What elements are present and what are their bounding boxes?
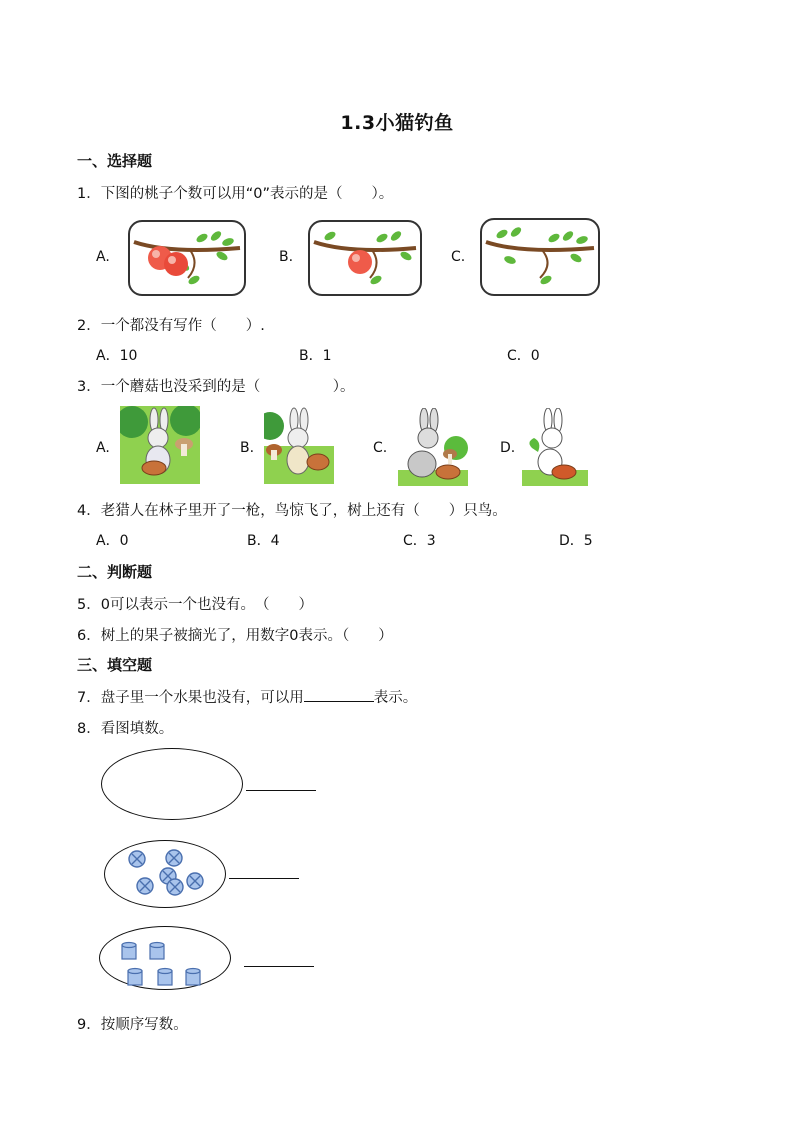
mushroom-icon — [443, 449, 457, 464]
q3-option-b-image — [264, 406, 334, 484]
q4-option-c: C．3 — [403, 533, 436, 549]
section-heading-fill-blank: 三、填空题 — [77, 656, 153, 674]
empty-oval — [101, 748, 243, 820]
cylinder-icon — [158, 969, 172, 986]
question-5: 5．0可以表示一个也没有。 （ ） — [77, 597, 313, 613]
q3-option-a-image — [120, 406, 200, 484]
answer-blank[interactable] — [244, 966, 314, 967]
question-1: 1．下图的桃子个数可以用“0”表示的是（ ）。 — [77, 186, 394, 202]
peach-branch-icon — [482, 220, 598, 294]
question-7-text-before: 7．盘子里一个水果也没有，可以用 — [77, 690, 304, 706]
question-8: 8．看图填数。 — [77, 721, 174, 737]
crossed-circle-icon — [166, 850, 182, 866]
cylinder-icon — [122, 943, 136, 960]
q1-option-a-image — [128, 220, 246, 296]
basket-icon — [436, 465, 460, 479]
page-title: 1.3小猫钓鱼 — [340, 112, 454, 134]
q4-option-b: B．4 — [247, 533, 280, 549]
basket-icon — [142, 461, 166, 475]
mushroom-icon — [175, 438, 193, 456]
basket-icon — [307, 454, 329, 470]
question-7-text-after: 表示。 — [373, 690, 418, 706]
q1-option-b-label: B. — [279, 249, 294, 265]
rabbit-icon — [264, 406, 334, 484]
rabbit-icon — [120, 406, 200, 484]
peach-icon — [164, 252, 188, 276]
q1-option-a-label: A. — [96, 249, 110, 265]
peach-branch-icon — [130, 222, 244, 294]
crossed-circle-icon — [167, 879, 183, 895]
answer-blank[interactable] — [304, 687, 374, 702]
crossed-circle-icon — [129, 851, 145, 867]
q2-option-a: A．10 — [96, 348, 138, 364]
question-3: 3．一个蘑菇也没采到的是（ ）。 — [77, 379, 355, 395]
q2-option-c: C．0 — [507, 348, 540, 364]
q2-option-b: B．1 — [299, 348, 332, 364]
q3-option-b-label: B. — [240, 440, 255, 456]
oval-with-circles — [104, 840, 226, 908]
question-2: 2．一个都没有写作（ ）. — [77, 318, 265, 334]
question-6: 6．树上的果子被摘光了，用数字0表示。（ ） — [77, 628, 393, 644]
q4-option-a: A．0 — [96, 533, 129, 549]
cylinders-group — [100, 927, 230, 989]
peach-branch-icon — [310, 222, 420, 294]
cylinder-icon — [186, 969, 200, 986]
q3-option-d-label: D. — [500, 440, 516, 456]
peach-icon — [348, 250, 372, 274]
q1-option-c-image — [480, 218, 600, 296]
question-9: 9．按顺序写数。 — [77, 1017, 188, 1033]
rabbit-icon — [398, 408, 468, 486]
crossed-circle-icon — [137, 878, 153, 894]
q1-option-b-image — [308, 220, 422, 296]
q4-option-d: D．5 — [559, 533, 593, 549]
q3-option-c-label: C. — [373, 440, 388, 456]
q3-option-a-label: A. — [96, 440, 110, 456]
q3-option-c-image — [398, 408, 468, 486]
crossed-circles-group — [105, 841, 225, 907]
cylinder-icon — [128, 969, 142, 986]
oval-with-cylinders — [99, 926, 231, 990]
mushroom-icon — [266, 444, 282, 460]
section-heading-choice: 一、选择题 — [77, 152, 153, 170]
question-4: 4．老猎人在林子里开了一枪，鸟惊飞了，树上还有（ ）只鸟。 — [77, 503, 507, 519]
rabbit-icon — [522, 408, 588, 486]
answer-blank[interactable] — [229, 878, 299, 879]
question-7 — [77, 686, 417, 707]
q1-option-c-label: C. — [451, 249, 466, 265]
basket-icon — [552, 465, 576, 479]
q3-option-d-image — [522, 408, 588, 486]
cylinder-icon — [150, 943, 164, 960]
crossed-circle-icon — [187, 873, 203, 889]
answer-blank[interactable] — [246, 790, 316, 791]
section-heading-judgment: 二、判断题 — [77, 563, 153, 581]
